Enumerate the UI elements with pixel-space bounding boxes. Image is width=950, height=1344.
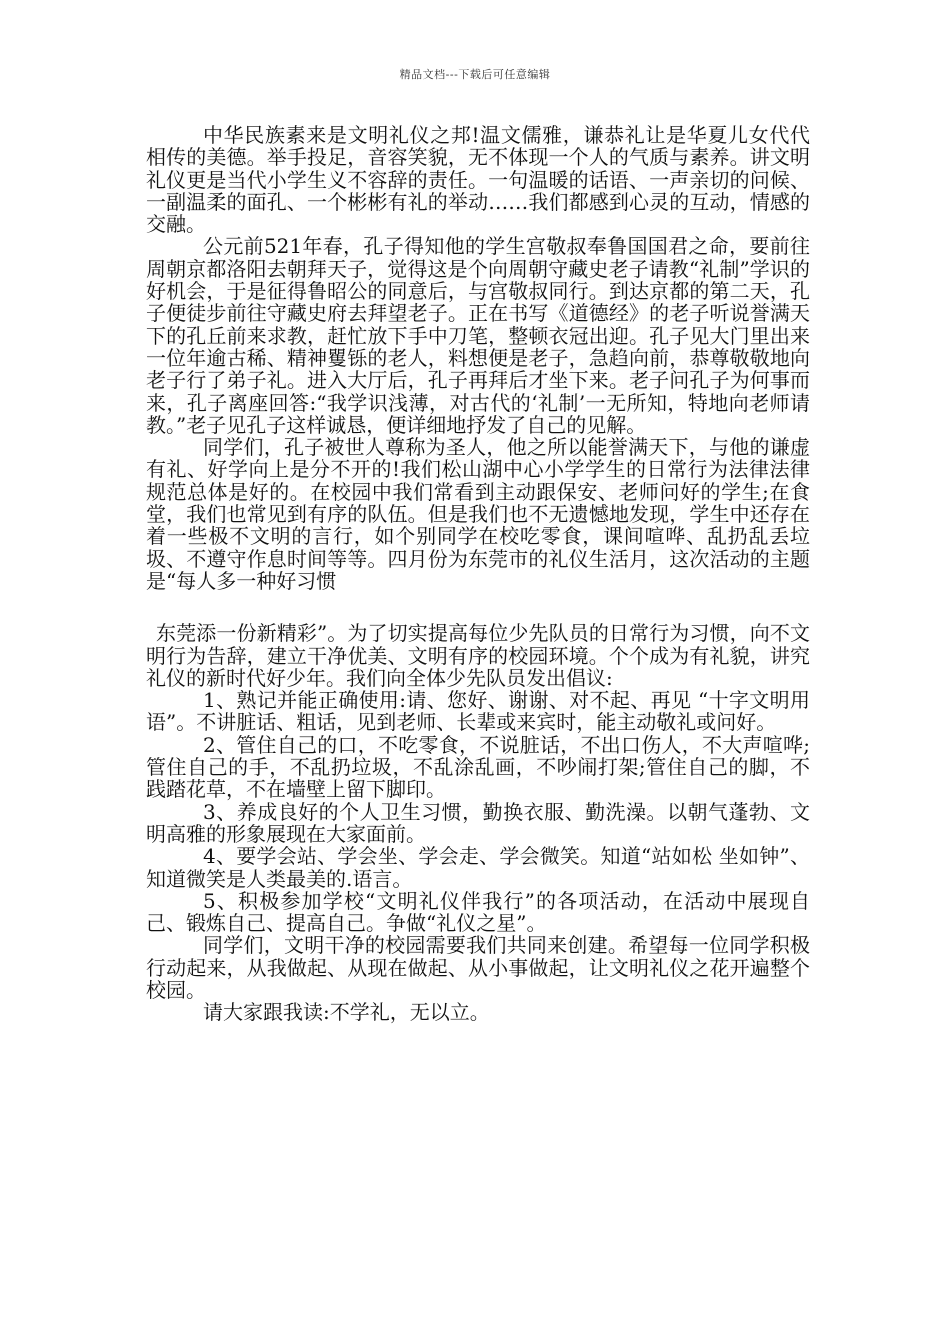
list-item-4: 4、要学会站、学会坐、学会走、学会微笑。知道“站如松 坐如钟”、知道微笑是人类最美的.语言。 xyxy=(146,844,810,891)
paragraph-school-behavior: 同学们，孔子被世人尊称为圣人，他之所以能誉满天下，与他的谦虚有礼、好学向上是分不开的!我们松山湖中心小学学生的日常行为法律法律规范总体是好的。在校园中我们常看到主动跟保安、老师问好的学生;在食堂，我们也常见到有序的队伍。但是我们也不无遗憾地发现，学生中还存在着一些极不文明的言行，如个别同学在校吃零食，课间喧哗、乱扔乱丢垃圾、不遵守作息时间等等。四月份为东莞市的礼仪生活月，这次活动的主题是“每人多一种好习惯 xyxy=(146,435,810,593)
document-body xyxy=(146,124,810,1024)
paragraph-closing: 同学们，文明干净的校园需要我们共同来创建。希望每一位同学积极行动起来，从我做起、从现在做起、从小事做起，让文明礼仪之花开遍整个校园。 xyxy=(146,933,810,1002)
page-header: 精品文档---下载后可任意编辑 xyxy=(399,68,551,81)
list-item-2: 2、管住自己的口，不吃零食，不说脏话，不出口伤人，不大声喧哗;管住自己的手，不乱扔垃圾，不乱涂乱画，不吵闹打架;管住自己的脚，不践踏花草，不在墙壁上留下脚印。 xyxy=(146,732,810,802)
paragraph-confucius-story: 公元前521年春，孔子得知他的学生宫敬叔奉鲁国国君之命，要前往周朝京都洛阳去朝拜天子，觉得这是个向周朝守藏史老子请教“礼制”学识的好机会，于是征得鲁昭公的同意后，与宫敬叔同行。到达京都的第二天，孔子便徒步前往守藏史府去拜望老子。正在书写《道德经》的老子听说誉满天下的孔丘前来求教，赶忙放下手中刀笔，整顿衣冠出迎。孔子见大门里出来一位年逾古稀、精神矍铄的老人，料想便是老子，急趋向前，恭尊敬敬地向老子行了弟子礼。进入大厅后，孔子再拜后才坐下来。老子问孔子为何事而来，孔子离座回答:“我学识浅薄，对古代的‘礼制’一无所知，特地向老师请教。”老子见孔子这样诚恳，便详细地抒发了自己的见解。 xyxy=(146,234,810,437)
paragraph-final-reading: 请大家跟我读:不学礼，无以立。 xyxy=(203,1000,490,1025)
paragraph-gap xyxy=(146,592,810,622)
list-item-3: 3、养成良好的个人卫生习惯，勤换衣服、勤洗澡。以朝气蓬勃、文明高雅的形象展现在大家面前。 xyxy=(146,799,810,846)
list-item-1: 1、熟记并能正确使用:请、您好、谢谢、对不起、再见 “十字文明用语”。不讲脏话、粗话，见到老师、长辈或来宾时，能主动敬礼或问好。 xyxy=(146,688,810,735)
list-item-5: 5、积极参加学校“文明礼仪伴我行”的各项活动，在活动中展现自己、锻炼自己、提高自己。争做“礼仪之星”。 xyxy=(146,888,810,936)
paragraph-initiative: 东莞添一份新精彩”。为了切实提高每位少先队员的日常行为习惯，向不文明行为告辞，建立干净优美、文明有序的校园环境。个个成为有礼貌，讲究礼仪的新时代好少年。我们向全体少先队员发出倡议: xyxy=(146,621,810,690)
paragraph-intro: 中华民族素来是文明礼仪之邦!温文儒雅，谦恭礼让是华夏儿女代代相传的美德。举手投足，音容笑貌，无不体现一个人的气质与素养。讲文明礼仪更是当代小学生义不容辞的责任。一句温暖的话语、一声亲切的问候、一副温柔的面孔、一个彬彬有礼的举动……我们都感到心灵的互动，情感的交融。 xyxy=(146,123,810,237)
